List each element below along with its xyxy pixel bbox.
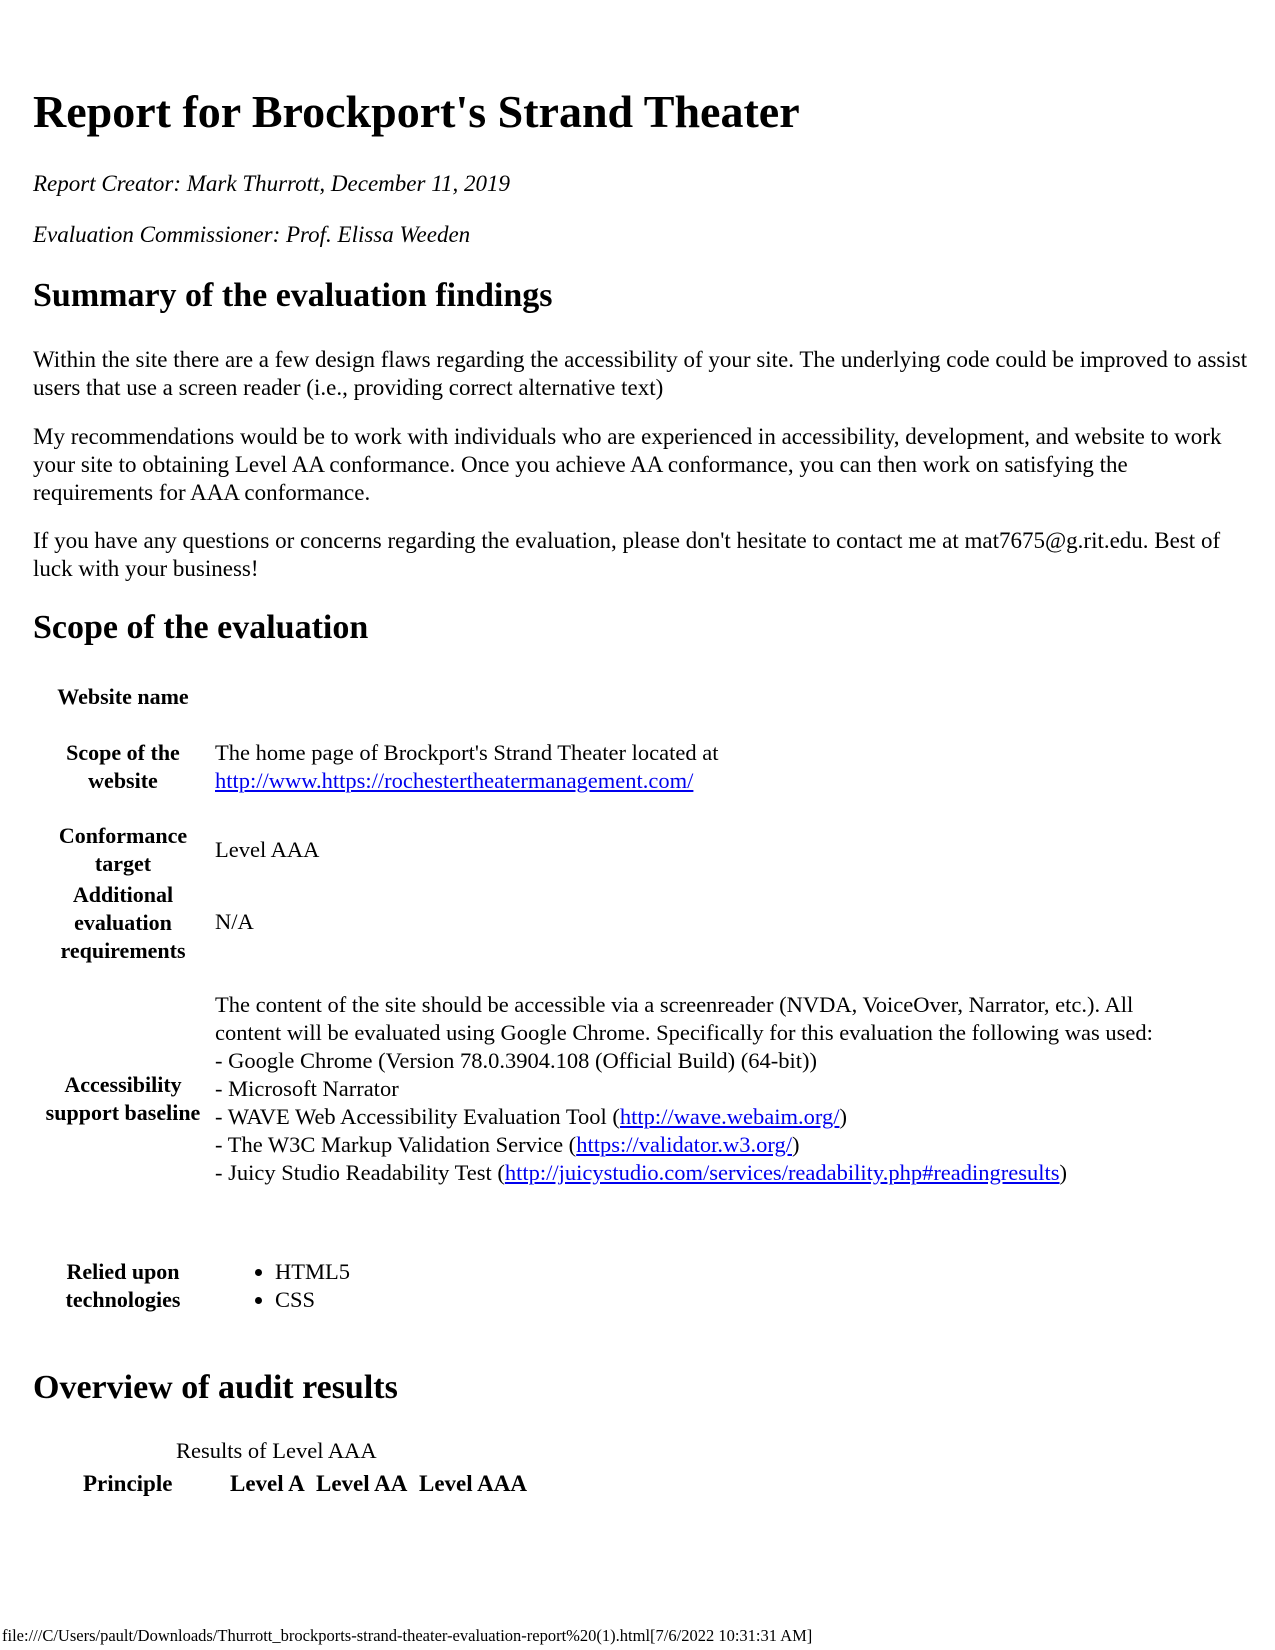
list-item: • CSS — [275, 1286, 350, 1314]
website-name-label: Website name — [57, 684, 189, 709]
list-item: • HTML5 — [275, 1258, 350, 1286]
summary-paragraph-1: Within the site there are a few design flaws regarding the accessibility of your site. The underlying code could be improved to assist users that use a screen reader (i.e., providing correct alternative text) — [33, 347, 1248, 400]
conformance-target-label: Conformance target — [58, 823, 188, 876]
baseline-intro: The content of the site should be accessible via a screenreader (NVDA, VoiceOver, Narrator, etc.). All content will be evaluated using Google Chrome. Specifically for this evaluation the following was used: — [215, 992, 1153, 1045]
baseline-narrator: - Microsoft Narrator — [215, 1076, 399, 1101]
support-baseline-value — [215, 991, 1190, 1187]
additional-requirements-value: N/A — [215, 909, 254, 934]
baseline-wave: - WAVE Web Accessibility Evaluation Tool (http://wave.webaim.org/) — [215, 1104, 847, 1129]
scope-website-link[interactable]: http://www.https://rochestertheatermanagement.com/ — [215, 768, 694, 793]
report-creator: Report Creator: Mark Thurrott, December 11, 2019 — [33, 171, 510, 196]
summary-paragraph-2: My recommendations would be to work with individuals who are experienced in accessibility, development, and website to work your site to obtaining Level AA conformance. Once you achieve AA conformance, you can then work on satisfying the requirements for AAA conformance. — [33, 424, 1222, 505]
summary-paragraph-3: If you have any questions or concerns regarding the evaluation, please don't hesitate to contact me at mat7675@g.rit.edu. Best of luck with your business! — [33, 528, 1221, 581]
wave-link[interactable]: http://wave.webaim.org/ — [619, 1104, 840, 1129]
overview-table-caption: Results of Level AAA — [176, 1438, 377, 1463]
support-baseline-label: Accessibility support baseline — [45, 1072, 201, 1125]
baseline-chrome: - Google Chrome (Version 78.0.3904.108 (Official Build) (64-bit)) — [215, 1048, 817, 1073]
w3c-validator-link[interactable]: https://validator.w3.org/ — [576, 1132, 793, 1157]
scope-text: The home page of Brockport's Strand Theater located at — [215, 740, 719, 765]
column-header-level-a: Level A — [230, 1471, 305, 1496]
additional-requirements-label: Additional evaluation requirements — [60, 882, 186, 963]
technologies-label: Relied upon technologies — [65, 1259, 181, 1312]
overview-heading: Overview of audit results — [33, 1369, 398, 1406]
conformance-target-value: Level AAA — [215, 837, 320, 862]
scope-of-website-value — [215, 739, 915, 795]
evaluation-commissioner: Evaluation Commissioner: Prof. Elissa Weeden — [33, 222, 471, 247]
scope-of-website-label: Scope of the website — [66, 740, 180, 793]
column-header-level-aa: Level AA — [316, 1471, 408, 1496]
report-title: Report for Brockport's Strand Theater — [33, 86, 800, 137]
column-header-principle: Principle — [83, 1471, 173, 1496]
juicy-studio-link[interactable]: http://juicystudio.com/services/readability.php#readingresults — [504, 1160, 1060, 1185]
technologies-list — [247, 1258, 350, 1314]
baseline-juicy: - Juicy Studio Readability Test (http://juicystudio.com/services/readability.php#readingresults) — [215, 1160, 1068, 1185]
summary-heading: Summary of the evaluation findings — [33, 277, 553, 314]
scope-heading: Scope of the evaluation — [33, 609, 369, 646]
print-footer-url: file:///C/Users/pault/Downloads/Thurrott_brockports-strand-theater-evaluation-report%20(1).html[7/6/2022 10:31:31 AM] — [2, 1626, 813, 1645]
column-header-level-aaa: Level AAA — [419, 1471, 527, 1496]
baseline-w3c: - The W3C Markup Validation Service (https://validator.w3.org/) — [215, 1132, 800, 1157]
